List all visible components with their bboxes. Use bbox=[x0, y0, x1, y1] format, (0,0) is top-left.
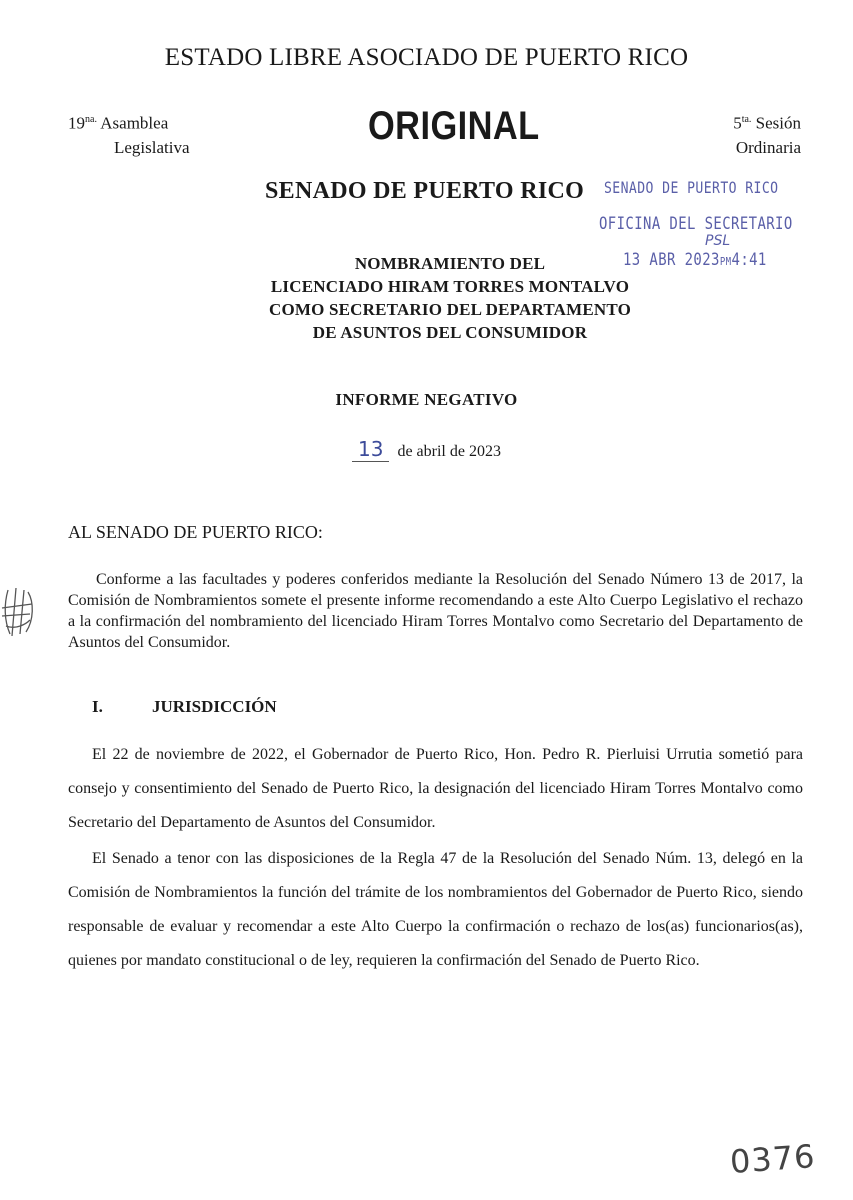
sesion-label bbox=[716, 108, 801, 160]
senado-heading: SENADO DE PUERTO RICO bbox=[265, 178, 585, 204]
date-rest: de abril de 2023 bbox=[397, 443, 501, 460]
asamblea-suffix: na. bbox=[85, 114, 97, 125]
state-title: ESTADO LIBRE ASOCIADO DE PUERTO RICO bbox=[164, 44, 689, 71]
sesion-line1: Sesión bbox=[755, 113, 801, 133]
stamp-time: 4:41 bbox=[731, 250, 767, 270]
original-stamp: ORIGINAL bbox=[368, 104, 540, 148]
section-number: I. bbox=[92, 697, 103, 716]
handwritten-page-number: 0376 bbox=[728, 1137, 817, 1181]
section-heading-jurisdiccion bbox=[92, 697, 277, 717]
asamblea-line2: Legislativa bbox=[114, 137, 190, 157]
sesion-line2: Ordinaria bbox=[735, 137, 801, 157]
salutation: AL SENADO DE PUERTO RICO: bbox=[68, 522, 323, 542]
receipt-stamp-line1: SENADO DE PUERTO RICO bbox=[604, 178, 779, 197]
stamp-date: 13 ABR 2023 bbox=[623, 250, 720, 270]
asamblea-label bbox=[68, 108, 190, 160]
subject-line4: DE ASUNTOS DEL CONSUMIDOR bbox=[312, 323, 588, 342]
jurisdiccion-paragraph-2: El Senado a tenor con las disposiciones de la Regla 47 de la Resolución del Senado Núm. 13, delegó en la Comisión de Nombramientos la función del trámite de los nombramientos del Gobernador de Puerto Rico, siendo responsable de evaluar y recomendar a este Alto Cuerpo la confirmación o rechazo de los(as) funcionarios(as), quienes por mandato constitucional o de ley, requieren la confirmación del Senado de Puerto Rico. bbox=[68, 850, 803, 969]
asamblea-line1: Asamblea bbox=[100, 113, 169, 133]
jurisdiccion-paragraph-1: El 22 de noviembre de 2022, el Gobernador de Puerto Rico, Hon. Pedro R. Pierluisi Urrutia sometió para consejo y consentimiento del Senado de Puerto Rico, la designación del licenciado Hiram Torres Montalvo como Secretario del Departamento de Asuntos del Consumidor. bbox=[68, 746, 803, 831]
subject-line1: NOMBRAMIENTO DEL bbox=[354, 254, 546, 273]
handwritten-initials: PSL bbox=[705, 233, 731, 249]
subject-line3: COMO SECRETARIO DEL DEPARTAMENTO bbox=[268, 300, 632, 319]
handwritten-day: 13 bbox=[352, 437, 389, 462]
subject-line2: LICENCIADO HIRAM TORRES MONTALVO bbox=[270, 277, 630, 296]
asamblea-number: 19 bbox=[68, 113, 85, 133]
intro-paragraph: Conforme a las facultades y poderes conferidos mediante la Resolución del Senado Número 13 de 2017, la Comisión de Nombramientos somete el presente informe recomendando a este Alto Cuerpo Legislativo el rechazo a la confirmación del nombramiento del licenciado Hiram Torres Montalvo como Secretario del Departamento de Asuntos del Consumidor. bbox=[68, 571, 803, 651]
sesion-suffix: ta. bbox=[741, 114, 752, 125]
stamp-ampm: PM bbox=[719, 255, 732, 268]
sesion-number: 5 bbox=[733, 113, 742, 133]
margin-signature-mark bbox=[0, 584, 36, 640]
report-date bbox=[0, 437, 853, 462]
subject-heading bbox=[240, 252, 660, 344]
receipt-stamp-line2: OFICINA DEL SECRETARIO bbox=[599, 214, 793, 234]
section-title: JURISDICCIÓN bbox=[152, 697, 277, 716]
informe-title: INFORME NEGATIVO bbox=[335, 390, 518, 409]
